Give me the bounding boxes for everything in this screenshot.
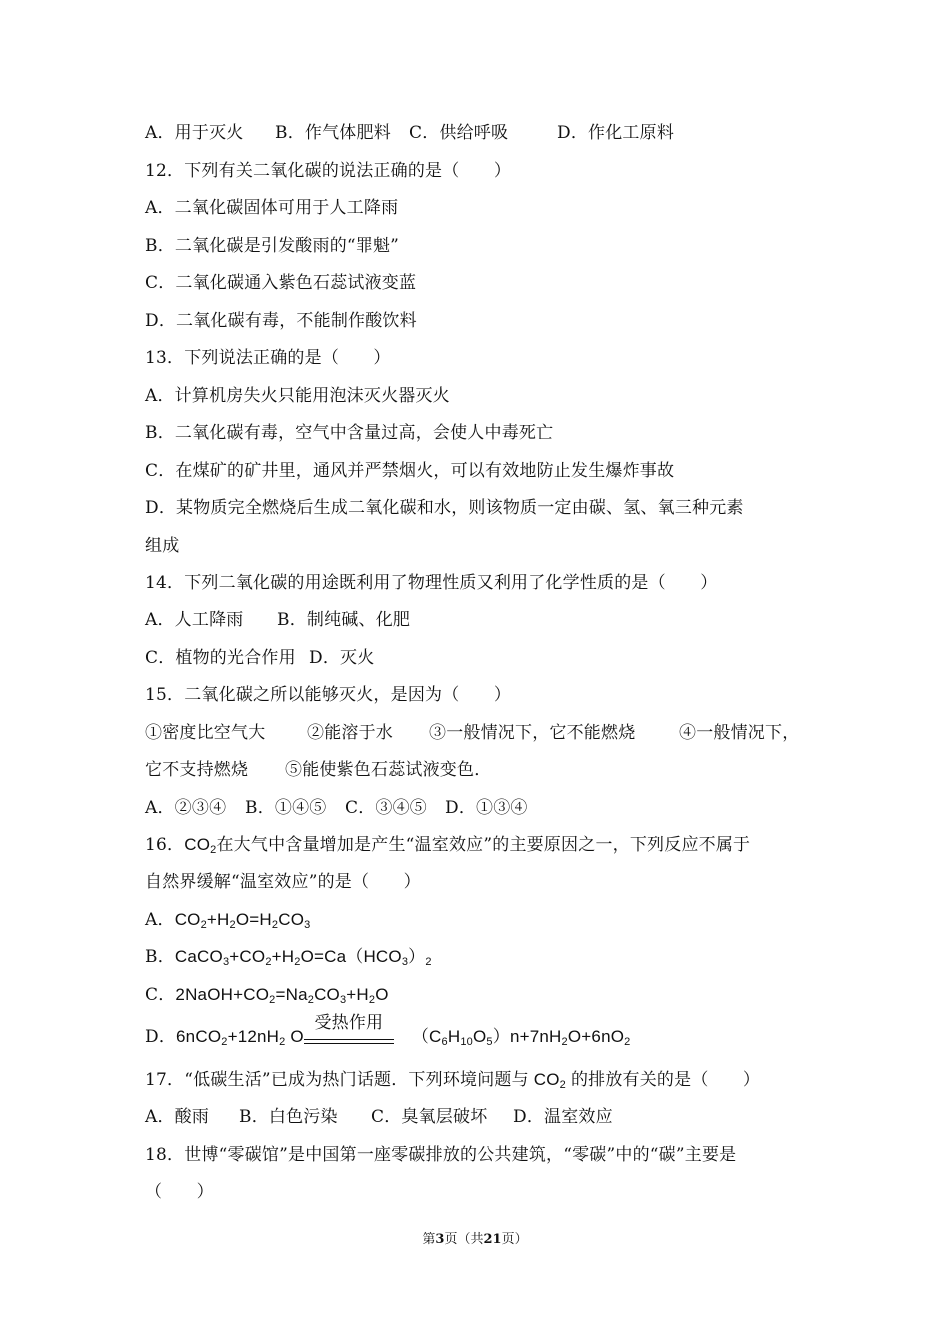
q17-option-b: B．白色污染 [239,1107,338,1127]
q18-stem: 18．世博“零碳馆”是中国第一座零碳排放的公共建筑，“零碳”中的“碳”主要是 [145,1145,737,1165]
q15-item-3: ③一般情况下，它不能燃烧 [429,723,636,743]
q15-option-c: C．③④⑤ [345,798,428,818]
q15-statements [145,722,815,744]
q15-item-4-continued: 它不支持燃烧 [145,760,249,780]
q16-option-b: B．$CaCO_3+CO_2+H_2O=Ca(HCO_3)_2$ [145,947,432,968]
q11-option-b: B．作气体肥料 [275,123,391,143]
q11-option-a: A．用于灭火 [145,123,244,143]
q14-options-row2 [145,647,815,669]
q17-options [145,1106,815,1128]
q15-statements-continued [145,759,815,781]
q15-option-d: D．①③④ [445,798,528,818]
q13-stem: 13．下列说法正确的是（ ） [145,348,391,368]
reaction-condition-arrow: 受热作用 [304,1026,394,1048]
q11-option-d: D．作化工原料 [557,123,675,143]
q13-option-c: C．在煤矿的矿井里，通风并严禁烟火，可以有效地防止发生爆炸事故 [145,461,675,481]
q14-option-d: D．灭火 [309,648,375,668]
q12-option-a: A．二氧化碳固体可用于人工降雨 [145,198,399,218]
page-number: 3 [435,1232,445,1247]
total-pages: 21 [483,1232,502,1247]
q16-stem: 16．$CO_2$在大气中含量增加是产生“温室效应”的主要原因之一，下列反应不属于 [145,835,751,856]
q15-item-5: ⑤能使紫色石蕊试液变色． [285,760,492,780]
q15-item-1: ①密度比空气大 [145,723,266,743]
q13-option-d-continued: 组成 [145,536,180,556]
page-footer: 第3页（共21页） [422,1232,528,1247]
q16-stem-continued: 自然界缓解“温室效应”的是（ ） [145,872,421,892]
q13-option-d: D．某物质完全燃烧后生成二氧化碳和水，则该物质一定由碳、氢、氧三种元素 [145,498,744,518]
q17-stem: 17．“低碳生活”已成为热门话题．下列环境问题与 $CO_2$ 的排放有关的是（ ） [145,1070,761,1091]
q13-option-b: B．二氧化碳有毒，空气中含量过高，会使人中毒死亡 [145,423,554,443]
q16-option-d: D．$6nCO_2+12nH_2$ O 受热作用 $(C_6H_{10}O_5)n+7nH_2O+6nO_2$ [145,1013,631,1048]
q12-stem: 12．下列有关二氧化碳的说法正确的是（ ） [145,161,512,181]
q18-stem-continued: （ ） [145,1182,214,1202]
q15-options [145,797,815,819]
co2-formula: $CO_2$ [533,1070,566,1091]
q12-option-d: D．二氧化碳有毒，不能制作酸饮料 [145,311,417,331]
q11-options [145,122,815,144]
q17-option-c: C．臭氧层破坏 [371,1107,488,1127]
q16-option-c: C．$2NaOH+CO_2=Na_2CO_3+H_2O$ [145,985,389,1006]
q14-option-a: A．人工降雨 [145,610,244,630]
q16-option-a: A．$CO_2+H_2O=H_2CO_3$ [145,910,311,931]
q13-option-a: A．计算机房失火只能用泡沫灭火器灭火 [145,386,450,406]
co2-formula: $CO_2$ [184,835,217,856]
q14-stem: 14．下列二氧化碳的用途既利用了物理性质又利用了化学性质的是（ ） [145,573,718,593]
q15-option-a: A．②③④ [145,798,227,818]
q15-item-4: ④一般情况下， [679,723,800,743]
q14-option-c: C．植物的光合作用 [145,648,296,668]
q11-option-c: C．供给呼吸 [409,123,509,143]
q15-item-2: ②能溶于水 [307,723,393,743]
q14-option-b: B．制纯碱、化肥 [277,610,411,630]
q12-option-b: B．二氧化碳是引发酸雨的“罪魁” [145,236,400,256]
q12-option-c: C．二氧化碳通入紫色石蕊试液变蓝 [145,273,417,293]
q14-options-row1 [145,609,815,631]
q17-option-d: D．温室效应 [513,1107,613,1127]
q15-option-b: B．①④⑤ [245,798,327,818]
q17-option-a: A．酸雨 [145,1107,210,1127]
q15-stem: 15．二氧化碳之所以能够灭火，是因为（ ） [145,685,512,705]
